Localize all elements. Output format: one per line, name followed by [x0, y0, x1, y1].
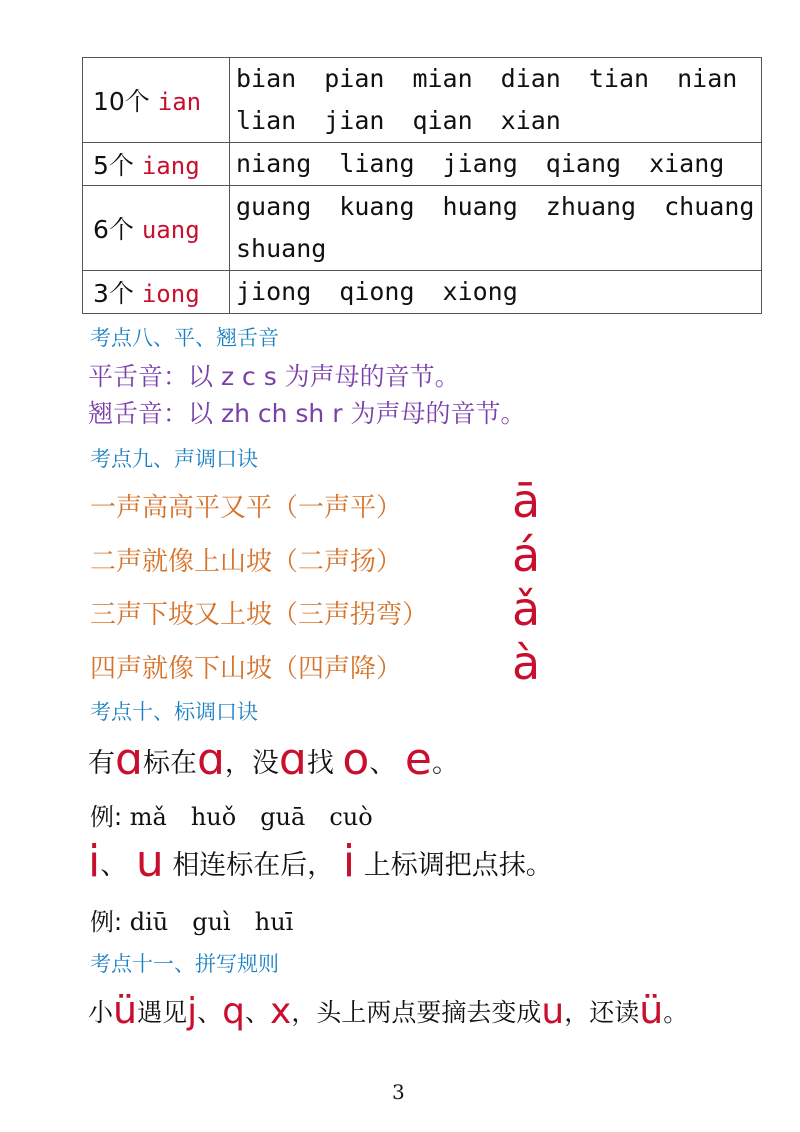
table-row [83, 186, 762, 271]
syllable-list [230, 58, 762, 143]
syllable-list [230, 271, 762, 314]
letter-j: j [187, 991, 198, 1032]
example-word: huī [254, 908, 294, 936]
syllable-list [230, 143, 762, 186]
tone-1-glyph: ā [512, 474, 541, 528]
syllable: guang [236, 192, 312, 221]
syllable-list [230, 186, 762, 271]
final-label [83, 271, 230, 314]
syllable: mian [412, 64, 473, 93]
final-count: 10个 [93, 87, 150, 116]
letter-a: ɑ [278, 734, 307, 785]
final-name: iong [141, 280, 200, 308]
section-10-title: 考点十、标调口诀 [90, 700, 258, 724]
tone-marking-rule-2: i、 u 相连标在后， i 上标调把点抹。 [88, 836, 553, 887]
letter-a: ɑ [196, 734, 225, 785]
tone-3-glyph: ǎ [512, 582, 541, 636]
flat-tongue-rule: 平舌音：以 z c s 为声母的音节。 [88, 362, 460, 391]
syllable: liang [339, 149, 415, 178]
letter-i: i [88, 836, 101, 887]
letter-v: ü [639, 988, 664, 1032]
syllable: nian [677, 64, 738, 93]
syllable: xiang [649, 149, 725, 178]
letter-u: u [135, 836, 164, 887]
table-row [83, 271, 762, 314]
tone-4-text: 四声就像下山坡（四声降） [90, 654, 403, 684]
tone-2-text: 二声就像上山坡（二声扬） [90, 547, 403, 577]
section-9-title: 考点九、声调口诀 [90, 447, 258, 471]
page-number: 3 [392, 1080, 405, 1104]
letter-i: i [342, 836, 356, 887]
final-name: ian [157, 88, 202, 116]
syllable: jian [324, 106, 385, 135]
syllable: qian [412, 106, 473, 135]
section-8-title: 考点八、平、翘舌音 [90, 326, 279, 350]
syllable: xian [500, 106, 561, 135]
finals-table [82, 57, 762, 314]
letter-v: ü [113, 988, 138, 1032]
syllable: jiang [442, 149, 518, 178]
syllable: shuang [236, 234, 327, 263]
tone-marking-rule-1: 有ɑ标在ɑ，没ɑ找 o、 e。 [88, 734, 459, 785]
example-2: 例: diū guì huī [90, 908, 294, 936]
section-11-title: 考点十一、拼写规则 [90, 952, 279, 976]
final-count: 3个 [93, 279, 134, 308]
final-label [83, 186, 230, 271]
example-word: mǎ [129, 803, 167, 831]
table-row [83, 143, 762, 186]
spelling-rule: 小ü遇见j、q、x，头上两点要摘去变成u，还读ü。 [88, 988, 689, 1032]
letter-e: e [404, 734, 432, 785]
syllable: qiang [545, 149, 622, 178]
example-word: guā [260, 803, 306, 831]
example-word: guì [192, 908, 231, 936]
tone-2-glyph: á [512, 528, 541, 582]
syllable: huang [442, 192, 518, 221]
syllable: zhuang [545, 192, 637, 221]
letter-u: u [541, 991, 565, 1032]
example-word: huǒ [190, 803, 237, 831]
syllable: bian [236, 64, 297, 93]
table-row [83, 58, 762, 143]
syllable: qiong [339, 277, 415, 306]
tone-4-glyph: à [512, 636, 541, 690]
syllable: niang [236, 149, 312, 178]
syllable: chuang [664, 192, 755, 221]
final-count: 6个 [93, 215, 134, 244]
retroflex-rule: 翘舌音：以 zh ch sh r 为声母的音节。 [88, 399, 526, 428]
final-count: 5个 [93, 151, 134, 180]
example-word: diū [129, 908, 169, 936]
final-label [83, 143, 230, 186]
letter-q: q [222, 991, 246, 1032]
syllable: lian [236, 106, 297, 135]
syllable: pian [324, 64, 385, 93]
final-label [83, 58, 230, 143]
syllable: dian [500, 64, 561, 93]
letter-x: x [270, 991, 292, 1032]
example-word: cuò [329, 803, 373, 831]
tone-1-text: 一声高高平又平（一声平） [90, 493, 403, 523]
letter-a: ɑ [115, 734, 143, 785]
syllable: kuang [339, 192, 415, 221]
final-name: uang [141, 216, 200, 244]
example-1: 例: mǎ huǒ guā cuò [90, 803, 373, 831]
final-name: iang [141, 152, 200, 180]
syllable: xiong [442, 277, 518, 306]
tone-3-text: 三声下坡又上坡（三声拐弯） [90, 600, 429, 630]
letter-o: o [342, 734, 370, 785]
syllable: jiong [236, 277, 312, 306]
syllable: tian [588, 64, 650, 93]
